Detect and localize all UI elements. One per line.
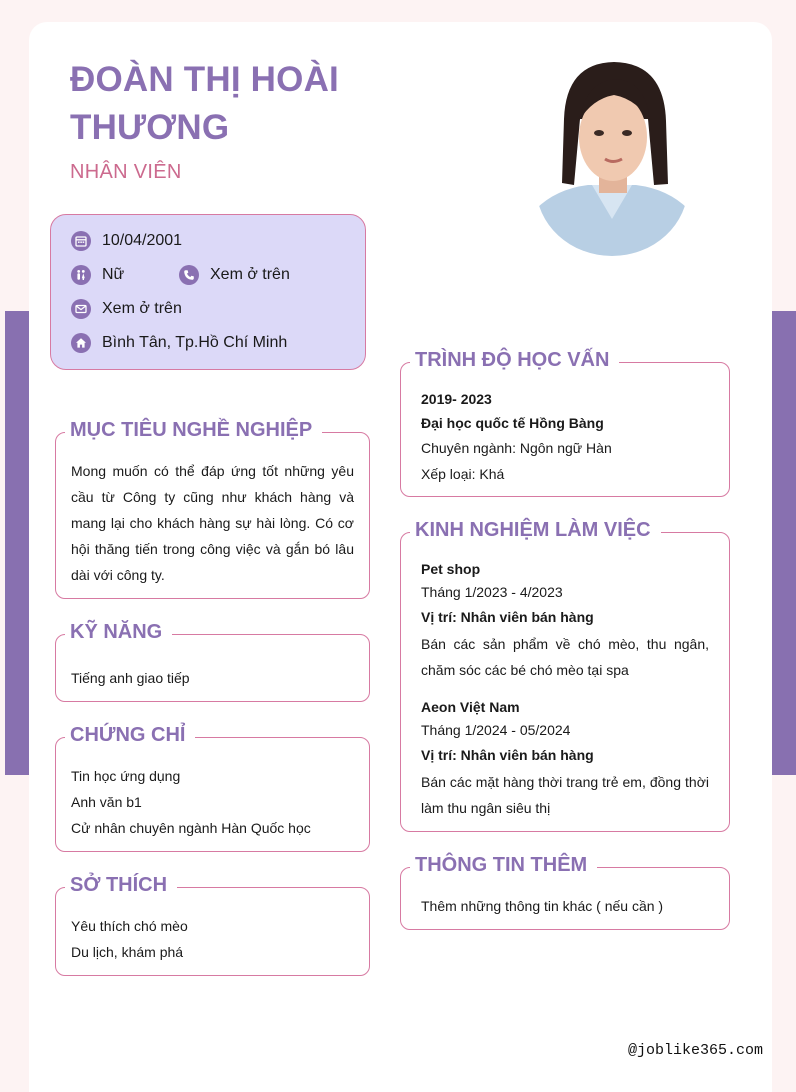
certificate-item: Tin học ứng dụng xyxy=(71,768,181,784)
home-icon xyxy=(71,333,91,353)
left-side-band xyxy=(5,311,29,775)
hobby-item: Du lịch, khám phá xyxy=(71,944,184,960)
education-school: Đại học quốc tế Hồng Bàng xyxy=(421,415,604,431)
experience-section xyxy=(400,519,730,832)
objective-text: Mong muốn có thể đáp ứng tốt những yêu cầu từ Công ty cũng như khách hàng và mang lại cho khách hàng sự hài lòng. Có cơ hội thăng tiến trong công việc và gắn bó lâu dài với công ty. xyxy=(71,463,354,583)
objective-title: MỤC TIÊU NGHỀ NGHIỆP xyxy=(65,417,322,443)
address-row xyxy=(71,332,287,354)
job-company: Aeon Việt Nam xyxy=(421,699,520,715)
education-major: Chuyên ngành: Ngôn ngữ Hàn xyxy=(421,440,612,456)
phone-icon xyxy=(179,265,199,285)
certificate-item: Anh văn b1 xyxy=(71,794,142,810)
education-title: TRÌNH ĐỘ HỌC VẤN xyxy=(410,347,619,373)
address-value: Bình Tân, Tp.Hồ Chí Minh xyxy=(102,334,288,351)
skills-section xyxy=(55,621,370,702)
birthday-value: 10/04/2001 xyxy=(102,232,183,249)
experience-title: KINH NGHIỆM LÀM VIỆC xyxy=(410,517,661,543)
experience-entry xyxy=(421,558,709,683)
contact-box xyxy=(50,214,366,370)
job-role: Vị trí: Nhân viên bán hàng xyxy=(421,609,594,625)
candidate-name: ĐOÀN THỊ HOÀI THƯƠNG xyxy=(70,60,339,147)
email-row xyxy=(71,298,182,320)
footer-credit: @joblike365.com xyxy=(628,1042,764,1059)
job-role: Vị trí: Nhân viên bán hàng xyxy=(421,747,594,763)
experience-entry xyxy=(421,696,709,821)
gender-value: Nữ xyxy=(102,266,125,283)
gender-icon xyxy=(71,265,91,285)
skill-item: Tiếng anh giao tiếp xyxy=(71,670,190,686)
skills-title: KỸ NĂNG xyxy=(65,619,172,645)
calendar-icon xyxy=(71,231,91,251)
email-icon xyxy=(71,299,91,319)
certificate-item: Cử nhân chuyên ngành Hàn Quốc học xyxy=(71,820,311,836)
job-description: Bán các mặt hàng thời trang trẻ em, đồng thời làm thu ngân siêu thị xyxy=(421,774,709,816)
phone-row xyxy=(179,264,290,286)
education-grade: Xếp loại: Khá xyxy=(421,466,505,482)
position-title: NHÂN VIÊN xyxy=(70,161,182,183)
gender-row xyxy=(71,264,124,286)
phone-value: Xem ở trên xyxy=(210,266,290,283)
additional-info-text: Thêm những thông tin khác ( nếu cần ) xyxy=(421,898,664,914)
job-period: Tháng 1/2023 - 4/2023 xyxy=(421,584,563,600)
hobbies-title: SỞ THÍCH xyxy=(65,872,177,898)
certificates-title: CHỨNG CHỈ xyxy=(65,722,195,748)
certificates-section xyxy=(55,724,370,852)
education-section xyxy=(400,349,730,497)
job-company: Pet shop xyxy=(421,561,481,577)
right-side-band xyxy=(772,311,796,775)
additional-info-section xyxy=(400,854,730,930)
additional-info-title: THÔNG TIN THÊM xyxy=(410,852,597,878)
hobby-item: Yêu thích chó mèo xyxy=(71,918,188,934)
email-value: Xem ở trên xyxy=(102,300,182,317)
objective-section xyxy=(55,419,370,599)
job-description: Bán các sản phẩm về chó mèo, thu ngân, chăm sóc các bé chó mèo tại spa xyxy=(421,636,709,678)
birthday-row xyxy=(71,230,182,252)
profile-photo xyxy=(536,59,688,256)
education-period: 2019- 2023 xyxy=(421,391,492,407)
hobbies-section xyxy=(55,874,370,976)
job-period: Tháng 1/2024 - 05/2024 xyxy=(421,722,571,738)
